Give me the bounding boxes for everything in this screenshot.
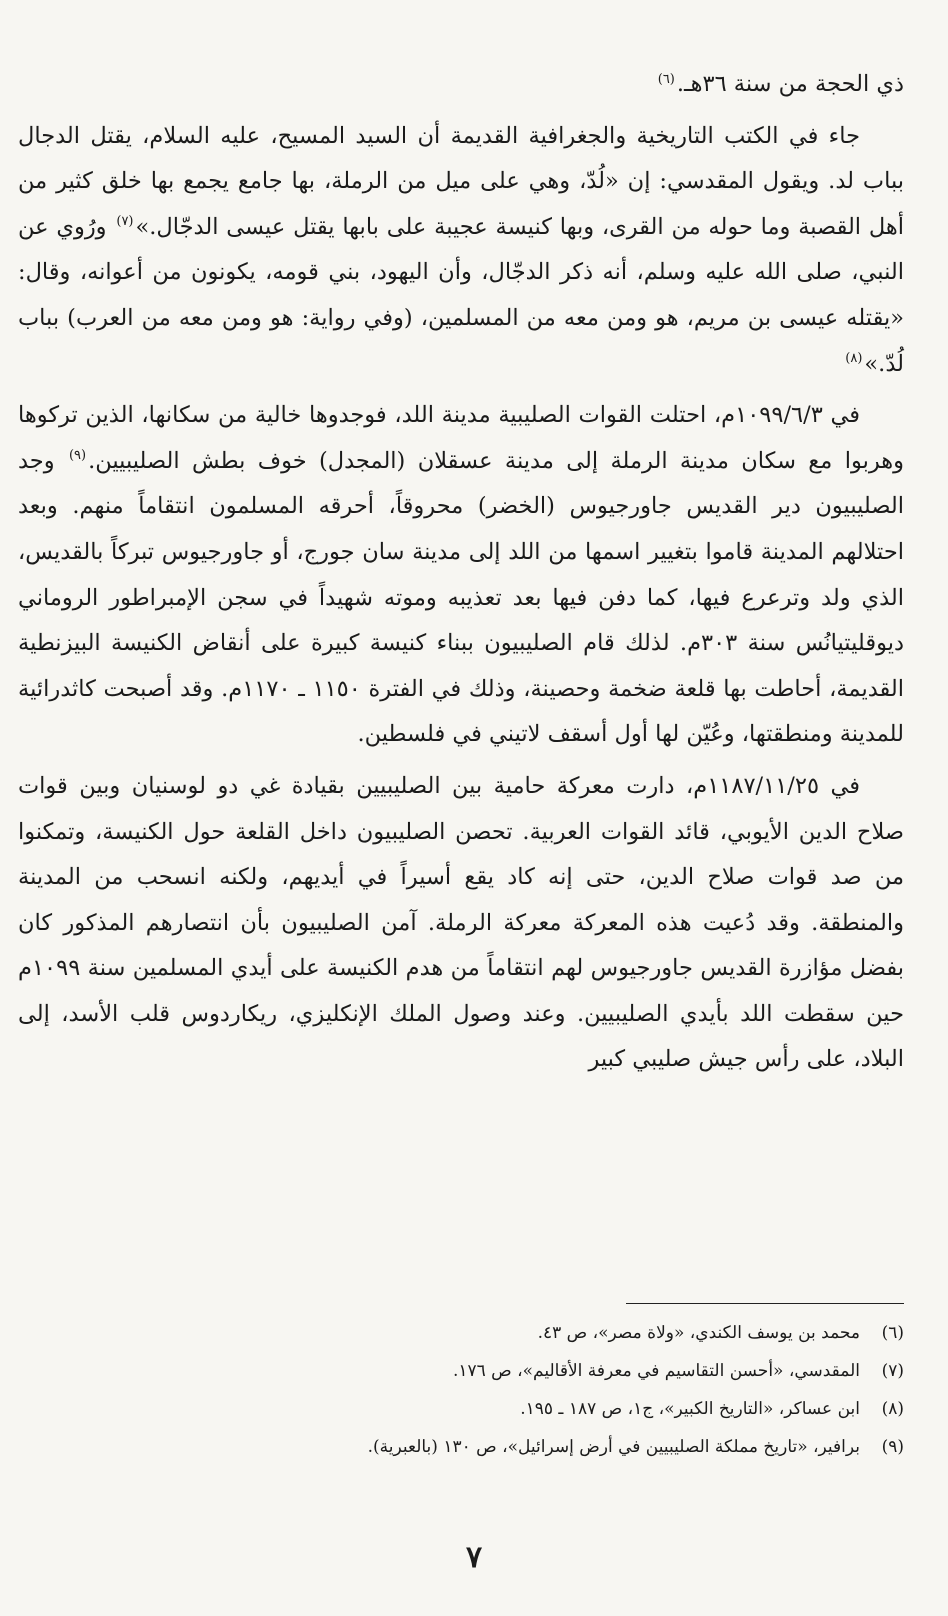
page-number: ٧ — [465, 1540, 483, 1575]
text-run: وجد الصليبيون دير القديس جاورجيوس (الخضر) محروقاً، أحرقه المسلمون انتقاماً منهم. وبعد احتلالهم المدينة قاموا بتغيير اسمها من اللد إلى مدينة سان جورج، أو جاورجيوس تبركاً بالقديس، الذي ولد وترعرع فيها، كما دفن فيها بعد تعذيبه وموته شهيداً في سجن الإمبراطور الروماني ديوقليتيانُس سنة ٣٠٣م. لذلك قام الصليبيون ببناء كنيسة كبيرة على أنقاض الكنيسة البيزنطية القديمة، أحاطت بها قلعة ضخمة وحصينة، وذلك في الفترة ١١٥٠ ـ ١١٧٠م. وقد أصبحت كاثدرائية للمدينة ومنطقتها، وعُيّن لها أول أسقف لاتيني في فلسطين. — [18, 447, 905, 748]
paragraph-lydda-tradition — [18, 114, 904, 388]
footnotes — [18, 1314, 904, 1466]
body-text — [18, 62, 904, 1089]
paragraph-battle-ramla — [18, 764, 904, 1083]
footnote-reference[interactable]: (٩) — [68, 448, 87, 464]
footnote-number: (٧) — [881, 1361, 904, 1381]
footnote-item — [18, 1428, 904, 1466]
footnote-item — [18, 1352, 904, 1390]
footnote-reference[interactable]: (٦) — [657, 71, 675, 87]
footnote-text: المقدسي، «أحسن التقاسيم في معرفة الأقاليم»، ص ١٧٦. — [452, 1361, 860, 1381]
footnote-reference[interactable]: (٧) — [116, 214, 134, 230]
footnote-number: (٩) — [881, 1437, 904, 1457]
paragraph-crusader-occupation — [18, 393, 904, 758]
text-line: ذي الحجة من سنة ٣٦هـ. — [676, 71, 904, 97]
footnote-text: ابن عساكر، «التاريخ الكبير»، ج١، ص ١٨٧ ـ ١٩٥. — [520, 1399, 860, 1419]
footnote-text: محمد بن يوسف الكندي، «ولاة مصر»، ص ٤٣. — [537, 1323, 860, 1343]
footnote-item — [18, 1314, 904, 1352]
footnote-reference[interactable]: (٨) — [845, 351, 863, 367]
footnote-item — [18, 1390, 904, 1428]
text-run: في ١١٨٧/١١/٢٥م، دارت معركة حامية بين الصليبيين بقيادة غي دو لوسنيان وبين قوات صلاح الدين الأيوبي، قائد القوات العربية. تحصن الصليبيون داخل القلعة حول الكنيسة، وتمكنوا من صد قوات صلاح الدين، حتى إنه كاد يقع أسيراً في أيديهم، ولكنه انسحب من المدينة والمنطقة. وقد دُعيت هذه المعركة معركة الرملة. آمن الصليبيون بأن انتصارهم المذكور كان بفضل مؤازرة القديس جاورجيوس لهم انتقاماً من هدم الكنيسة على أيدي المسلمين سنة ١٠٩٩م حين سقطت اللد بأيدي الصليبيين. وعند وصول الملك الإنكليزي، ريكاردوس قلب الأسد، إلى البلاد، على رأس جيش صليبي كبير — [18, 772, 904, 1073]
footnote-text: برافير، «تاريخ مملكة الصليبيين في أرض إسرائيل»، ص ١٣٠ (بالعبرية). — [367, 1437, 860, 1457]
footnote-number: (٦) — [881, 1323, 904, 1343]
text-run: في ١٠٩٩/٦/٣م، احتلت القوات الصليبية مدينة اللد، فوجدوها خالية من سكانها، الذين تركوها وهربوا مع سكان مدينة الرملة إلى مدينة عسقلان (المجدل) خوف بطش الصليبيين. — [18, 402, 904, 474]
footnote-number: (٨) — [881, 1399, 904, 1419]
paragraph-continuation — [18, 62, 904, 108]
text-run: ورُوي عن النبي، صلى الله عليه وسلم، أنه ذكر الدجّال، وأن اليهود، بني قومه، يكونون من أعوانه، وقال: «يقتله عيسى بن مريم، هو ومن معه من المسلمين، (وفي رواية: هو ومن معه من العرب) بباب لُدّ.» — [18, 213, 904, 377]
footnote-divider — [626, 1303, 904, 1304]
text-run: جاء في الكتب التاريخية والجغرافية القديمة أن السيد المسيح، عليه السلام، يقتل الدجال بباب لد. ويقول المقدسي: إن «لُدّ، وهي على ميل من الرملة، بها جامع يجمع بها خلق كثير من أهل القصبة وما حوله من القرى، وبها كنيسة عجيبة على بابها يقتل عيسى الدجّال.» — [18, 122, 905, 240]
